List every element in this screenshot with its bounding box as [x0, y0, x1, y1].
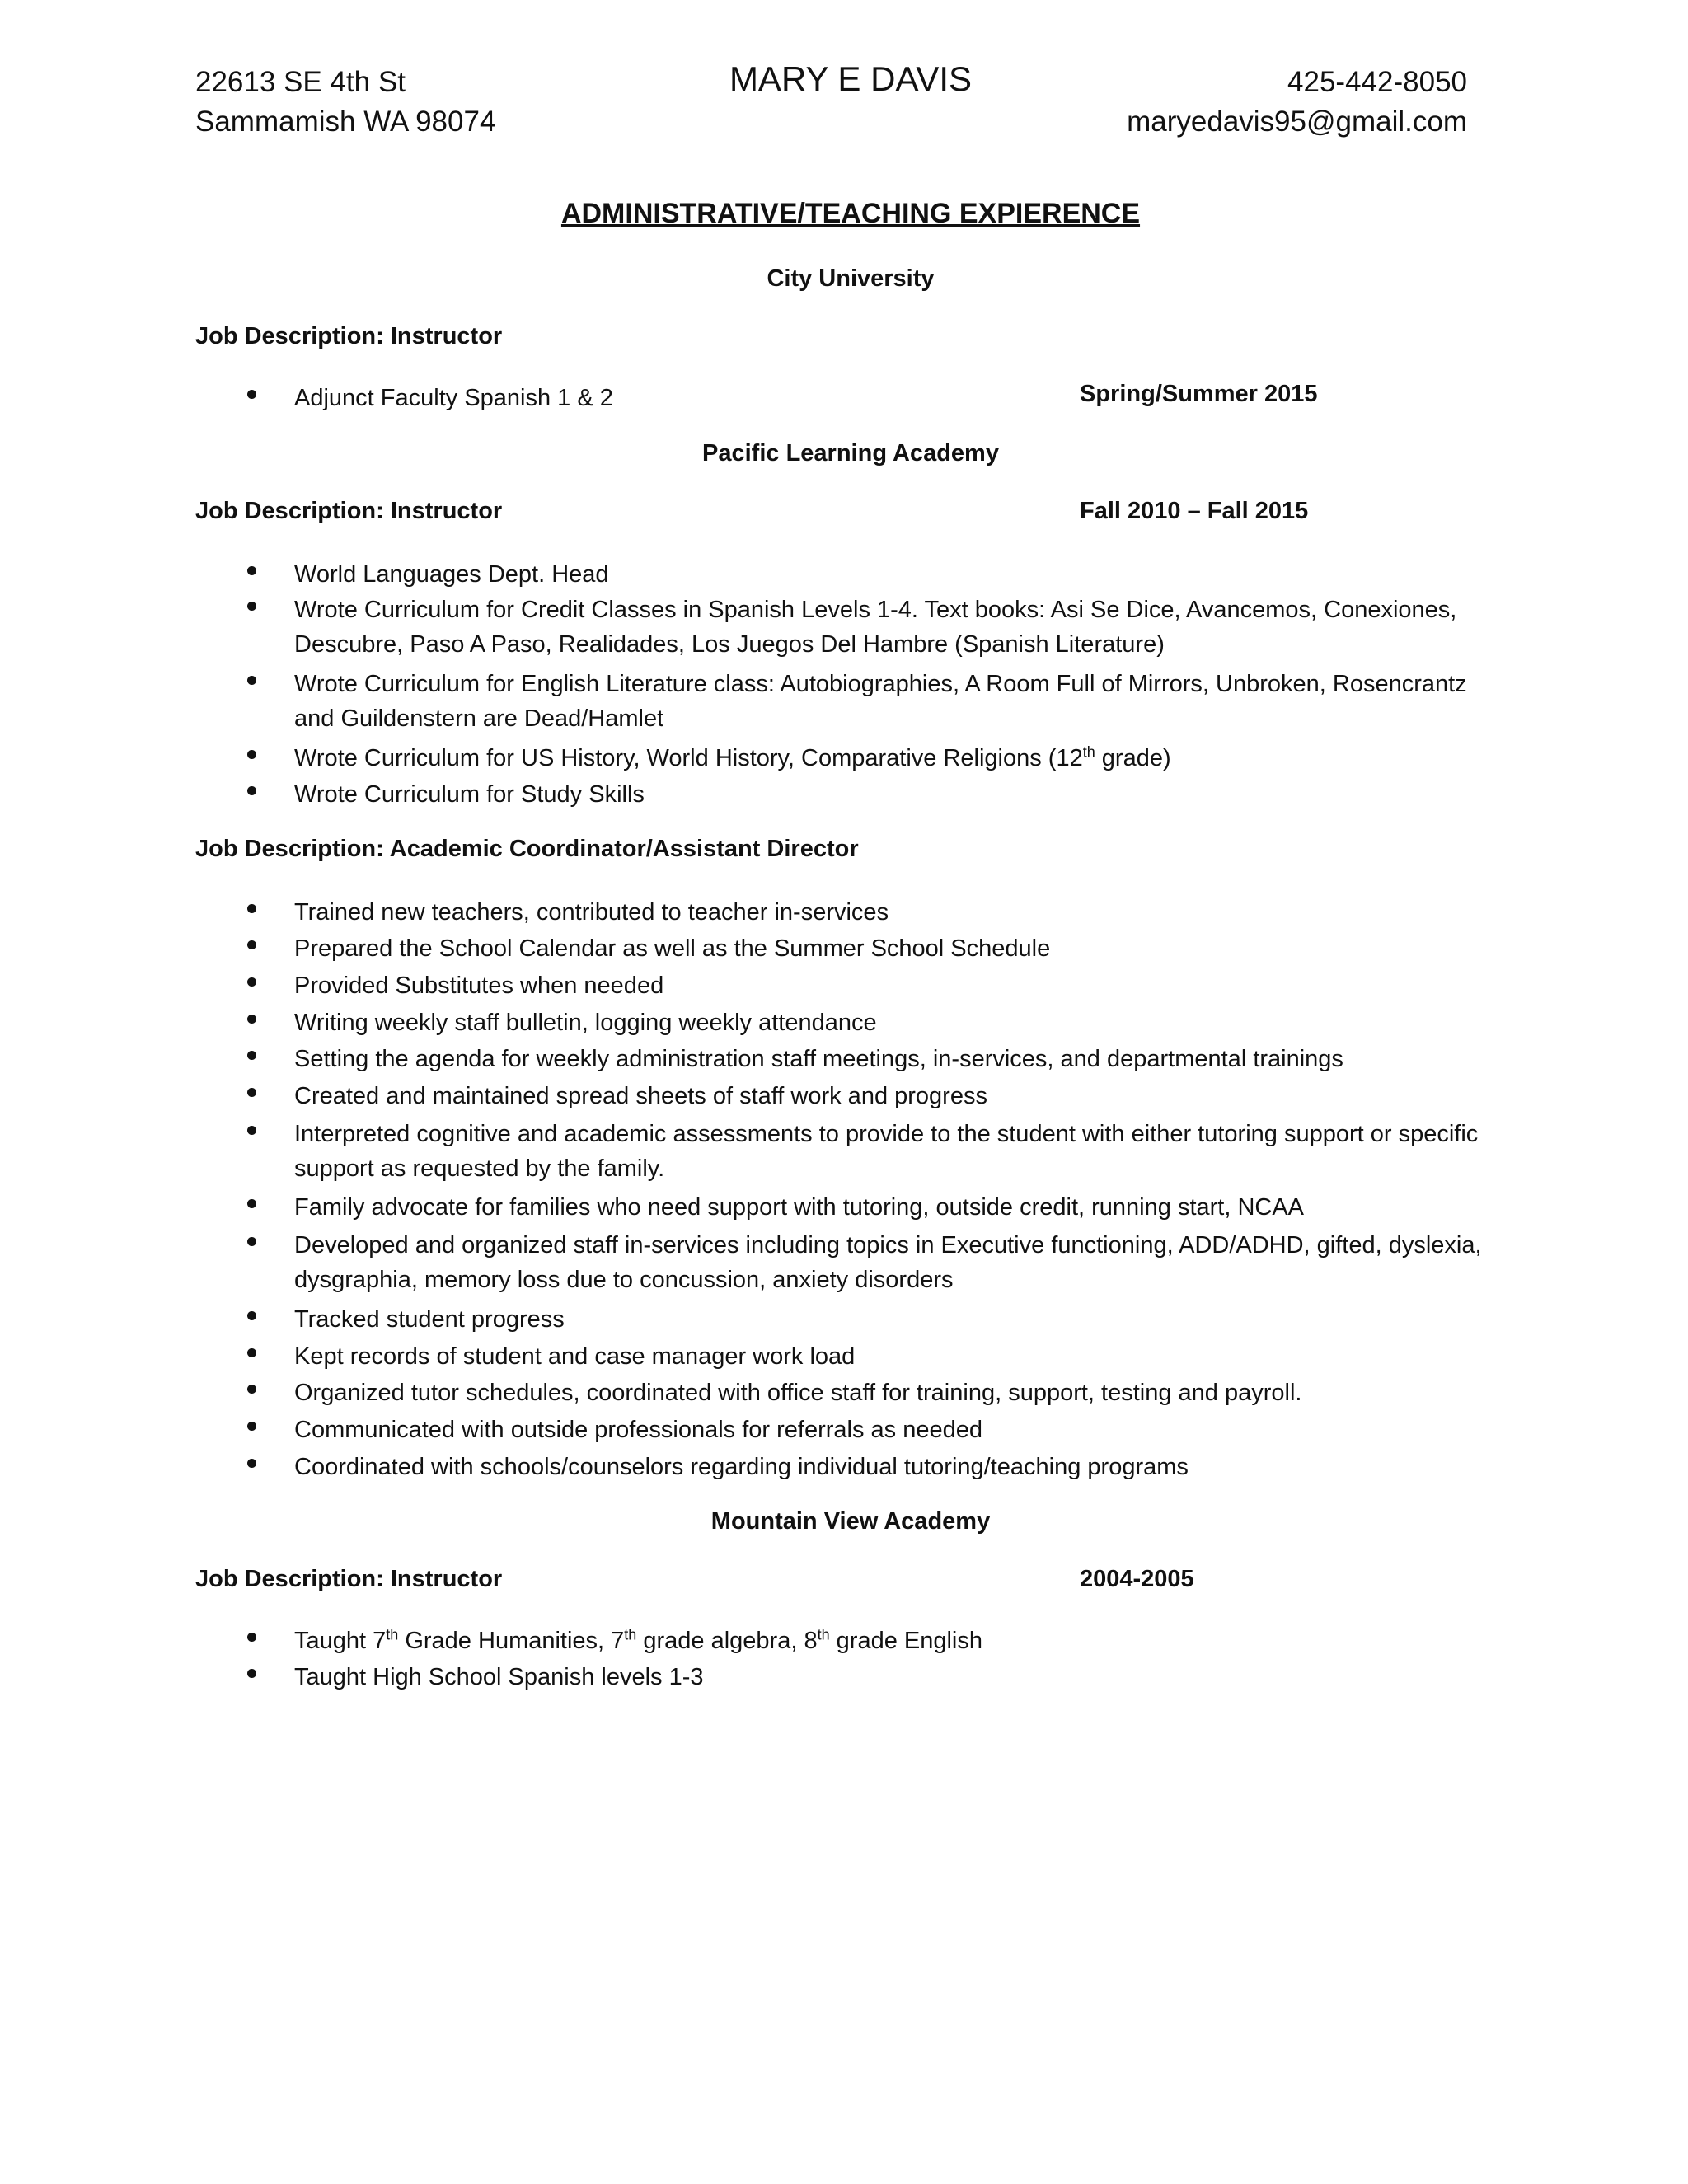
bullet-icon: [247, 1126, 256, 1135]
bullet-text: Wrote Curriculum for Study Skills: [294, 781, 645, 808]
date-pacific: Fall 2010 – Fall 2015: [1080, 498, 1309, 524]
job-description-coordinator: Job Description: Academic Coordinator/Assistant Director: [195, 836, 859, 862]
address-line-2: Sammamish WA 98074: [195, 105, 496, 138]
bullet-text: Wrote Curriculum for English Literature class: Autobiographies, A Room Full of Mirrors, Unbroken, Rosencrantz and Guildenstern are Dead/Hamlet: [294, 671, 1467, 732]
bullet-text: Organized tutor schedules, coordinated with office staff for training, support, testing and payroll.: [294, 1380, 1302, 1406]
org-city-university: City University: [767, 265, 935, 292]
bullet-text: Taught High School Spanish levels 1-3: [294, 1664, 704, 1690]
bullet-icon: [247, 1311, 256, 1320]
bullet-text: World Languages Dept. Head: [294, 561, 609, 588]
org-pacific: Pacific Learning Academy: [702, 440, 999, 466]
bullet-icon: [247, 977, 256, 987]
bullet-text: Developed and organized staff in-services including topics in Executive functioning, ADD/ADHD, gifted, dyslexia, dysgraphia, memory loss due to concussion, anxiety disorders: [294, 1232, 1482, 1293]
email-address: maryedavis95@gmail.com: [1127, 105, 1467, 138]
applicant-name: MARY E DAVIS: [729, 59, 973, 98]
bullet-text: Kept records of student and case manager work load: [294, 1343, 856, 1370]
bullet-text: Setting the agenda for weekly administration staff meetings, in-services, and departmental trainings: [294, 1046, 1343, 1072]
bullet-icon: [247, 1459, 256, 1468]
bullet-text: Wrote Curriculum for US History, World History, Comparative Religions (12th grade): [294, 743, 1171, 771]
bullet-icon: [247, 750, 256, 759]
bullet-text: Writing weekly staff bulletin, logging weekly attendance: [294, 1010, 877, 1036]
bullet-icon: [247, 904, 256, 913]
date-city: Spring/Summer 2015: [1080, 381, 1318, 407]
bullet-icon: [247, 566, 256, 575]
bullet-icon: [247, 1633, 256, 1642]
bullet-icon: [247, 602, 256, 611]
bullet-icon: [247, 1348, 256, 1357]
bullet-icon: [247, 1088, 256, 1097]
date-mountain: 2004-2005: [1080, 1566, 1194, 1592]
org-mountain-view: Mountain View Academy: [710, 1508, 991, 1535]
address-line-1: 22613 SE 4th St: [195, 66, 406, 98]
bullet-icon: [247, 940, 256, 949]
job-description-pacific-instructor: Job Description: Instructor: [195, 498, 503, 524]
bullet-icon: [247, 676, 256, 685]
bullet-text: Taught 7th Grade Humanities, 7th grade algebra, 8th grade English: [294, 1626, 983, 1654]
job-description-mountain: Job Description: Instructor: [195, 1566, 503, 1592]
bullet-text: Tracked student progress: [294, 1306, 565, 1333]
bullet-icon: [247, 1237, 256, 1246]
phone-number: 425-442-8050: [1287, 66, 1467, 98]
bullet-text: Prepared the School Calendar as well as the Summer School Schedule: [294, 935, 1051, 962]
bullet-text: Family advocate for families who need support with tutoring, outside credit, running start, NCAA: [294, 1194, 1305, 1221]
bullet-icon: [247, 1199, 256, 1208]
bullet-icon: [247, 786, 256, 795]
bullet-text: Communicated with outside professionals for referrals as needed: [294, 1417, 982, 1443]
bullet-icon: [247, 1051, 256, 1060]
bullet-icon: [247, 390, 256, 399]
job-description-city: Job Description: Instructor: [195, 323, 503, 349]
bullet-text: Trained new teachers, contributed to teacher in-services: [294, 899, 889, 926]
bullet-text: Adjunct Faculty Spanish 1 & 2: [294, 385, 613, 411]
bullet-text: Wrote Curriculum for Credit Classes in Spanish Levels 1-4. Text books: Asi Se Dice, Avancemos, Conexiones, Descubre, Paso A Paso, Realidades, Los Juegos Del Hambre (Spanish Literature): [294, 597, 1457, 658]
section-title: ADMINISTRATIVE/TEACHING EXPIERENCE: [560, 198, 1141, 229]
bullet-text: Provided Substitutes when needed: [294, 972, 664, 999]
bullet-icon: [247, 1669, 256, 1678]
bullet-icon: [247, 1422, 256, 1431]
bullet-icon: [247, 1385, 256, 1394]
bullet-text: Created and maintained spread sheets of staff work and progress: [294, 1083, 987, 1109]
bullet-text: Coordinated with schools/counselors regarding individual tutoring/teaching programs: [294, 1454, 1189, 1480]
bullet-icon: [247, 1015, 256, 1024]
bullet-text: Interpreted cognitive and academic assessments to provide to the student with either tutoring support or specific support as requested by the family.: [294, 1121, 1479, 1182]
